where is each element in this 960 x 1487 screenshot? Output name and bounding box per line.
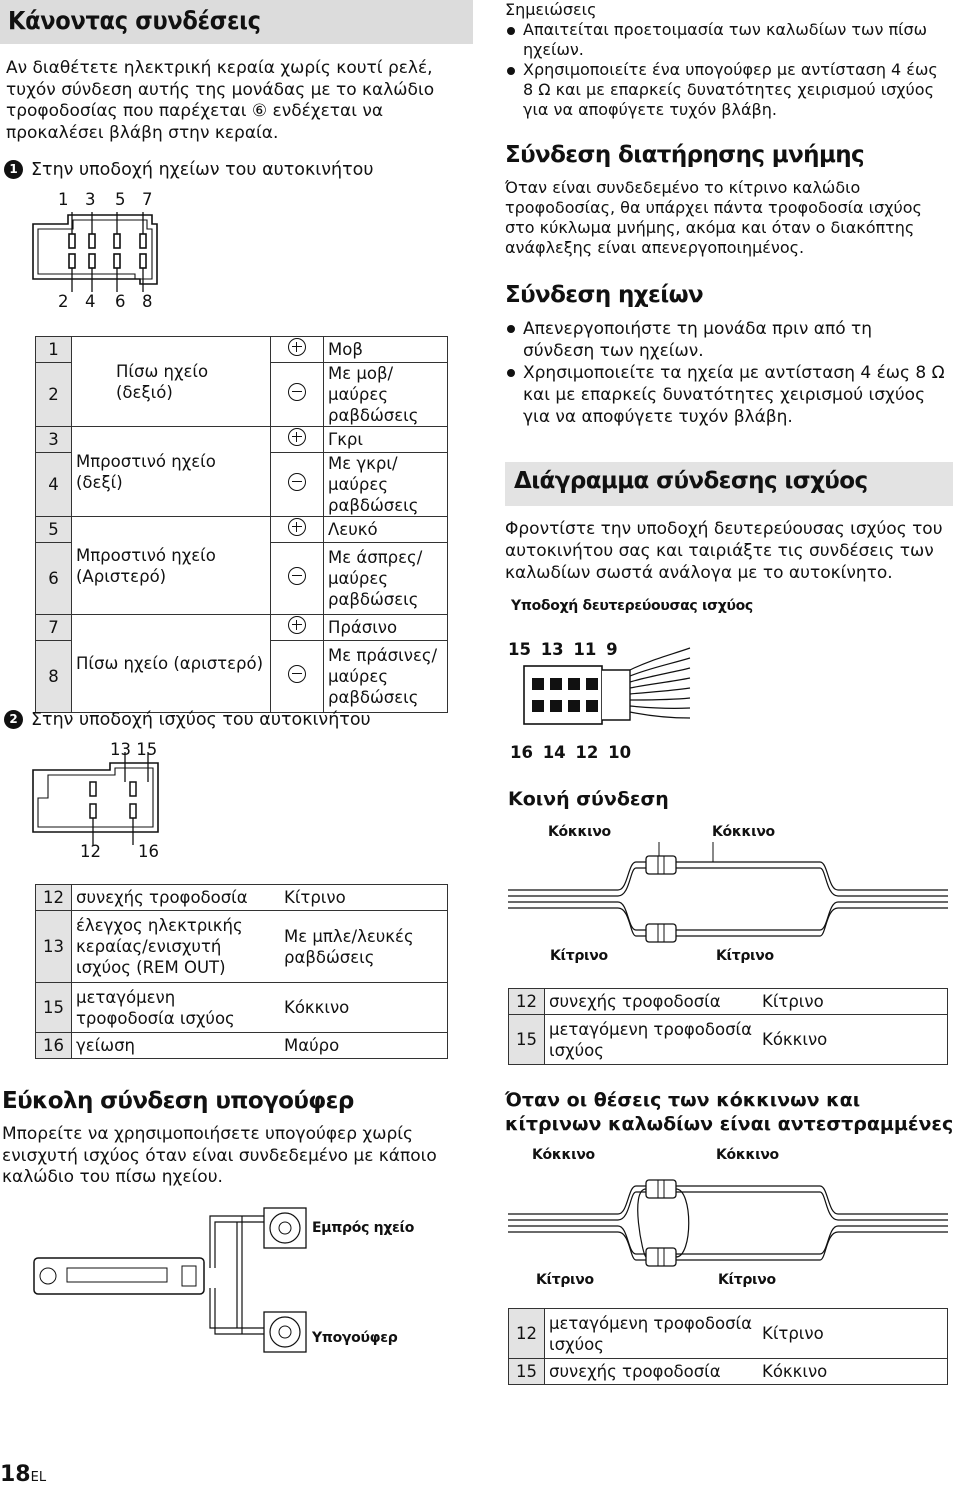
- step-2-number: 2: [4, 710, 23, 729]
- plus-icon: [288, 338, 306, 356]
- reversed-connection-heading: Όταν οι θέσεις των κόκκινων και κίτρινων καλωδίων είναι αντεστραμμένες: [505, 1089, 954, 1135]
- aux-power-socket-diagram: [520, 640, 690, 740]
- wire-color: Λευκό: [324, 517, 448, 543]
- aux-socket-label: Υποδοχή δευτερεύουσας ισχύος: [511, 598, 753, 614]
- step-2: [4, 710, 371, 730]
- common-connection-heading: Κοινή σύνδεση: [508, 788, 669, 810]
- pin-label: 5: [115, 190, 126, 209]
- polarity-minus: [271, 641, 324, 713]
- note-item: Απαιτείται προετοιμασία των καλωδίων των πίσω ηχείων.: [505, 20, 945, 60]
- speaker-connector-diagram: [30, 212, 160, 292]
- pin-number: 6: [36, 543, 72, 615]
- power-pins-top: 13 15: [110, 740, 158, 759]
- pin-label: 7: [142, 190, 153, 209]
- wire-color: Πράσινο: [324, 615, 448, 641]
- pin-number: 12: [509, 1309, 545, 1359]
- pin-number: 1: [36, 337, 72, 363]
- step-2-text: Στην υποδοχή ισχύος του αυτοκινήτου: [31, 710, 371, 730]
- speaker-notes-list: [505, 318, 945, 428]
- subwoofer-paragraph: Μπορείτε να χρησιμοποιήσετε υπογούφερ χωρίς ενισχυτή ισχύος όταν είναι συνδεδεμένο με κάποιο καλώδιο του πίσω ηχείου.: [2, 1124, 437, 1187]
- pin-label: 8: [142, 292, 153, 311]
- speaker-connection-heading: Σύνδεση ηχείων: [505, 282, 704, 308]
- pin-number: 15: [509, 1015, 545, 1065]
- wire-color: Μοβ: [324, 337, 448, 363]
- pin-number: 13: [36, 911, 72, 983]
- notes-list: [505, 20, 945, 120]
- power-diagram-heading: Διάγραμμα σύνδεσης ισχύος: [514, 468, 868, 494]
- subwoofer-label: Υπογούφερ: [312, 1330, 398, 1346]
- plus-icon: [288, 428, 306, 446]
- pin-label: 1: [58, 190, 69, 209]
- pin-number: 15: [36, 983, 72, 1033]
- pin-number: 2: [36, 363, 72, 427]
- polarity-plus: [271, 615, 324, 641]
- intro-paragraph: Αν διαθέτετε ηλεκτρική κεραία χωρίς κουτί ρελέ, τυχόν σύνδεση αυτής της μονάδας με το καλώδιο τροφοδοσίας που παρέχεται ⑥ ενδέχεται να προκαλέσει βλάβη στην κεραία.: [6, 58, 435, 143]
- power-diagram-paragraph: Φροντίστε την υποδοχή δευτερεύουσας ισχύος του αυτοκινήτου σας και ταιριάξτε τις συνδέσεις των καλωδίων σωστά ανάλογα με το αυτοκίνητο.: [505, 519, 943, 583]
- step-1: [4, 160, 373, 180]
- pin-label: 4: [85, 292, 96, 311]
- plus-icon: [288, 616, 306, 634]
- speaker-group: Πίσω ηχείο (αριστερό): [72, 615, 271, 713]
- wire-function: συνεχής τροφοδοσία: [72, 885, 281, 911]
- wire-color: Κόκκινο: [758, 1359, 948, 1385]
- red-wire-label-right: Κόκκινο: [712, 824, 775, 840]
- wire-color: Με μοβ/μαύρες ραβδώσεις: [324, 363, 448, 427]
- common-connection-table: [508, 988, 948, 1065]
- power-connector-diagram: [30, 760, 160, 840]
- minus-icon: [288, 383, 306, 401]
- subwoofer-diagram: [32, 1208, 312, 1368]
- pin-number: 5: [36, 517, 72, 543]
- minus-icon: [288, 665, 306, 683]
- subwoofer-heading: Εύκολη σύνδεση υπογούφερ: [2, 1088, 354, 1114]
- wire-function: μεταγόμενη τροφοδοσία ισχύος: [72, 983, 281, 1033]
- plus-icon: [288, 518, 306, 536]
- memory-paragraph: Όταν είναι συνδεδεμένο το κίτρινο καλώδιο τροφοδοσίας, θα υπάρχει πάντα τροφοδοσία ισχύος στο κύκλωμα μνήμης, ακόμα και όταν ο διακόπτης ανάφλεξης είναι απενεργοποιημένος.: [505, 178, 922, 257]
- pin-number: 7: [36, 615, 72, 641]
- wire-color: Κίτρινο: [280, 885, 448, 911]
- pin-number: 12: [509, 989, 545, 1015]
- front-speaker-label: Εμπρός ηχείο: [312, 1220, 415, 1236]
- polarity-plus: [271, 517, 324, 543]
- reversed-connection-table: [508, 1308, 948, 1385]
- pin-number: 3: [36, 427, 72, 453]
- note-item: Χρησιμοποιείτε τα ηχεία με αντίσταση 4 έως 8 Ω και με επαρκείς δυνατότητες χειρισμού ισχύος για να αποφύγετε τυχόν βλάβη.: [505, 362, 945, 428]
- reversed-connection-diagram: [508, 1166, 948, 1266]
- pin-label: 2: [58, 292, 69, 311]
- red-wire-label-left: Κόκκινο: [532, 1147, 595, 1163]
- common-connection-diagram: [508, 842, 948, 952]
- polarity-plus: [271, 427, 324, 453]
- wire-color: Κόκκινο: [280, 983, 448, 1033]
- speaker-group: Πίσω ηχείο (δεξιό): [72, 337, 271, 427]
- step-1-number: 1: [4, 160, 23, 179]
- yellow-wire-label-right: Κίτρινο: [718, 1272, 776, 1288]
- page-number: [0, 1462, 46, 1487]
- red-wire-label-left: Κόκκινο: [548, 824, 611, 840]
- polarity-minus: [271, 363, 324, 427]
- red-wire-label-right: Κόκκινο: [716, 1147, 779, 1163]
- wire-function: συνεχής τροφοδοσία: [545, 989, 759, 1015]
- aux-pins-top: 15 13 11 9: [508, 640, 618, 659]
- wire-function: συνεχής τροφοδοσία: [545, 1359, 759, 1385]
- page-language-code: EL: [30, 1470, 47, 1485]
- polarity-plus: [271, 337, 324, 363]
- pin-label: 3: [85, 190, 96, 209]
- wire-color: Με μπλε/λευκές ραβδώσεις: [280, 911, 448, 983]
- pin-label: 12: [80, 842, 101, 861]
- pin-number: 8: [36, 641, 72, 713]
- wire-color: Με γκρι/μαύρες ραβδώσεις: [324, 453, 448, 517]
- wire-color: Κίτρινο: [758, 989, 948, 1015]
- wire-color: Κίτρινο: [758, 1309, 948, 1359]
- wire-function: μεταγόμενη τροφοδοσία ισχύος: [545, 1015, 759, 1065]
- yellow-wire-label-left: Κίτρινο: [536, 1272, 594, 1288]
- memory-heading: Σύνδεση διατήρησης μνήμης: [505, 142, 865, 168]
- speaker-group: Μπροστινό ηχείο (Αριστερό): [72, 517, 271, 615]
- wire-color: Μαύρο: [280, 1033, 448, 1059]
- wire-color: Με άσπρες/ μαύρες ραβδώσεις: [324, 543, 448, 615]
- wire-function: γείωση: [72, 1033, 281, 1059]
- yellow-wire-label-right: Κίτρινο: [716, 948, 774, 964]
- power-wiring-table: [35, 884, 448, 1059]
- wire-color: Κόκκινο: [758, 1015, 948, 1065]
- notes-heading: Σημειώσεις: [505, 0, 597, 19]
- pin-number: 4: [36, 453, 72, 517]
- minus-icon: [288, 567, 306, 585]
- minus-icon: [288, 473, 306, 491]
- aux-pins-bottom: 16 14 12 10: [510, 743, 632, 762]
- note-item: Απενεργοποιήστε τη μονάδα πριν από τη σύνδεση των ηχείων.: [505, 318, 945, 362]
- wire-function: έλεγχος ηλεκτρικής κεραίας/ενισχυτή ισχύος (REM OUT): [72, 911, 281, 983]
- yellow-wire-label-left: Κίτρινο: [550, 948, 608, 964]
- polarity-minus: [271, 453, 324, 517]
- front-speaker-icon: [264, 1208, 306, 1248]
- note-item: Χρησιμοποιείτε ένα υπογούφερ με αντίσταση 4 έως 8 Ω και με επαρκείς δυνατότητες χειρισμού ισχύος για να αποφύγετε τυχόν βλάβη.: [505, 60, 945, 120]
- wire-color: Με πράσινες/ μαύρες ραβδώσεις: [324, 641, 448, 713]
- step-1-text: Στην υποδοχή ηχείων του αυτοκινήτου: [31, 160, 374, 180]
- pin-number: 12: [36, 885, 72, 911]
- pin-label: 6: [115, 292, 126, 311]
- page-title: Κάνοντας συνδέσεις: [8, 6, 261, 35]
- polarity-minus: [271, 543, 324, 615]
- wire-color: Γκρι: [324, 427, 448, 453]
- pin-number: 15: [509, 1359, 545, 1385]
- wire-function: μεταγόμενη τροφοδοσία ισχύος: [545, 1309, 759, 1359]
- speaker-group: Μπροστινό ηχείο (δεξί): [72, 427, 271, 517]
- speaker-wiring-table: [35, 336, 448, 713]
- pin-number: 16: [36, 1033, 72, 1059]
- pin-label: 16: [138, 842, 159, 861]
- subwoofer-icon: [264, 1312, 306, 1352]
- page-number-value: 18: [0, 1462, 31, 1487]
